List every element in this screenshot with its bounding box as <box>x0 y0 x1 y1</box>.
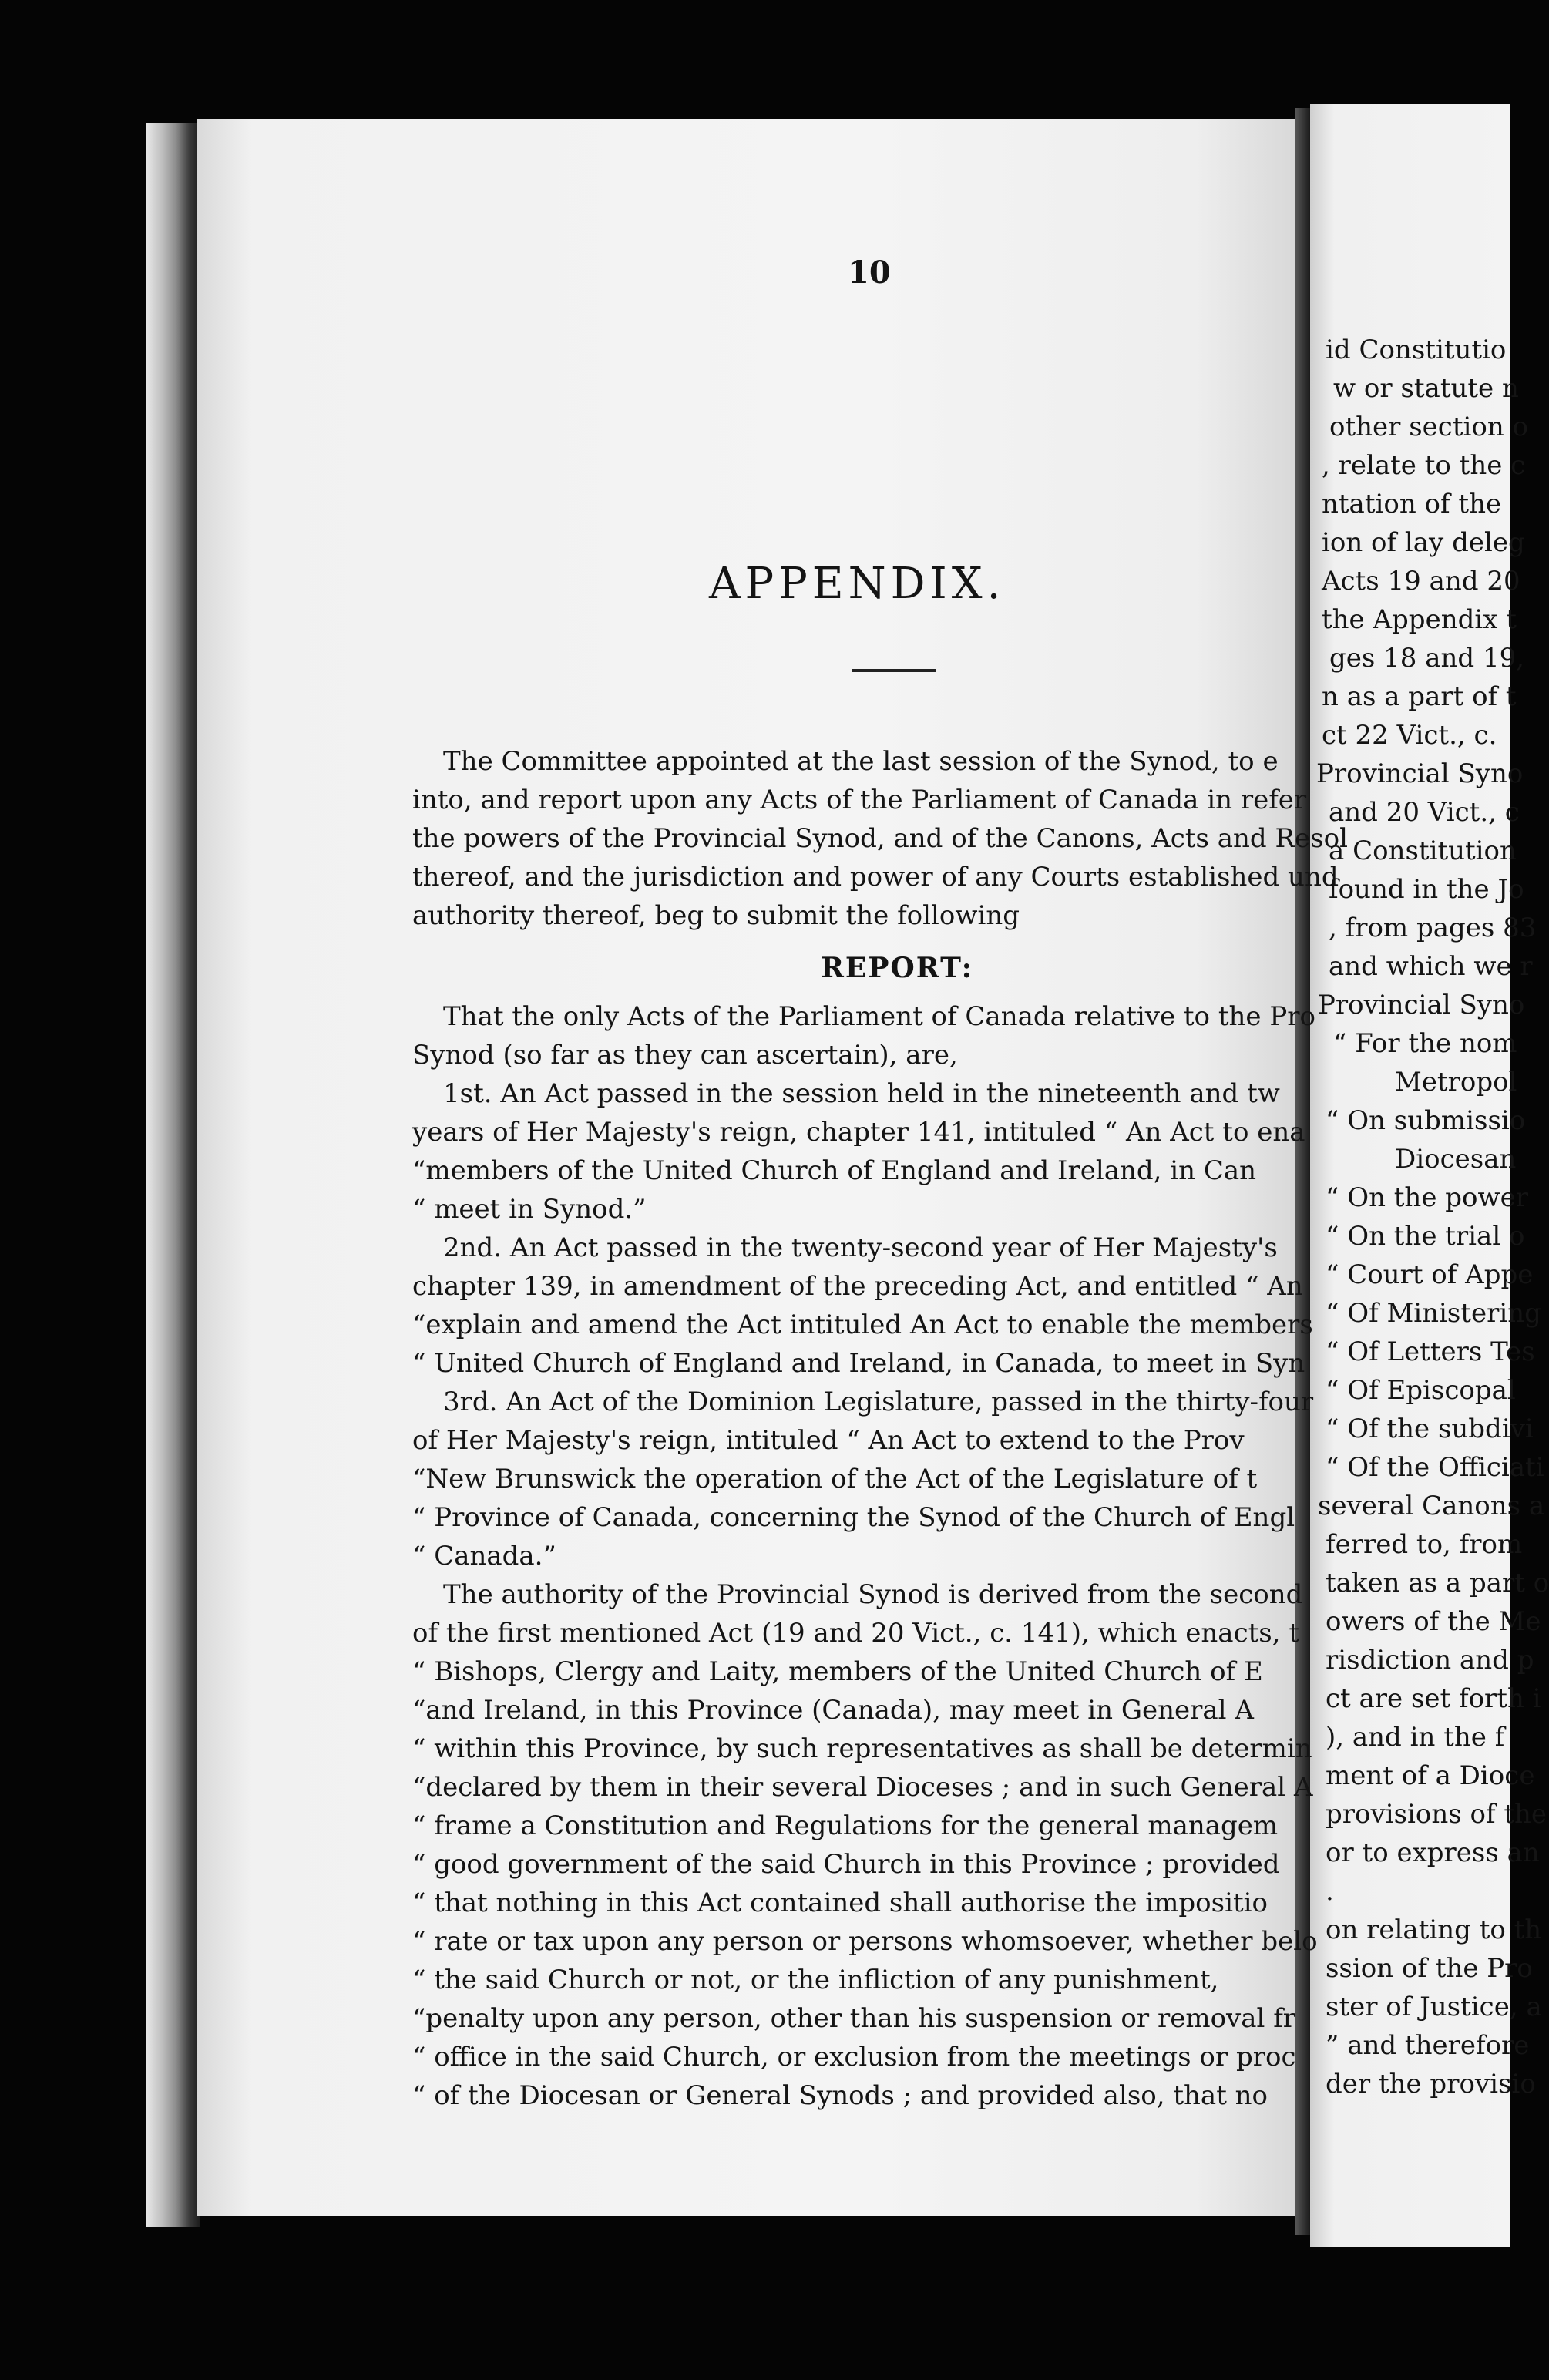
body-line: “ of the Diocesan or General Synods ; and provided also, that no <box>412 2080 1268 2111</box>
book-edge <box>146 123 200 2227</box>
body-line: 1st. An Act passed in the session held in the nineteenth and tw <box>443 1078 1280 1109</box>
right-page-line: found in the Jo <box>1329 874 1524 905</box>
body-line: 2nd. An Act passed in the twenty-second year of Her Majesty's <box>443 1232 1278 1263</box>
right-page-line: on relating to th <box>1326 1914 1542 1945</box>
right-page-line: and which we r <box>1329 951 1533 982</box>
right-page-line: Diocesan <box>1395 1144 1517 1175</box>
intro-line: authority thereof, beg to submit the following <box>412 900 1020 931</box>
right-page-line: and 20 Vict., c <box>1329 797 1520 828</box>
right-page-line: “ Of the subdivi <box>1326 1414 1534 1444</box>
right-page-line: “ On the trial o <box>1326 1221 1525 1252</box>
right-page-line: ferred to, from <box>1326 1529 1523 1560</box>
right-page-line: “ Of the Officiati <box>1326 1452 1544 1483</box>
right-page-line: owers of the Me <box>1326 1606 1541 1637</box>
right-page-line: ges 18 and 19, <box>1329 643 1525 674</box>
body-line: years of Her Majesty's reign, chapter 141, intituled “ An Act to ena <box>412 1117 1305 1148</box>
right-page-line: ntation of the <box>1322 489 1502 519</box>
right-page-line: , from pages 83 <box>1329 913 1537 943</box>
right-page <box>1310 104 1549 2247</box>
page-number: 10 <box>848 254 891 291</box>
right-page-line: “ Of Episcopal <box>1326 1375 1516 1406</box>
intro-line: into, and report upon any Acts of the Parliament of Canada in refer <box>412 785 1307 815</box>
right-page-line: provisions of the <box>1326 1799 1547 1830</box>
body-line: “ Bishops, Clergy and Laity, members of the United Church of E <box>412 1656 1263 1687</box>
right-page-line: the Appendix t <box>1322 604 1517 635</box>
right-page-line: “ For the nom <box>1333 1028 1517 1059</box>
right-page-line: w or statute n <box>1333 373 1519 404</box>
right-page-line: ” and therefore <box>1326 2030 1530 2061</box>
body-line: “and Ireland, in this Province (Canada), may meet in General A <box>412 1695 1254 1726</box>
right-page-line: several Canons a <box>1318 1491 1545 1521</box>
appendix-title: APPENDIX. <box>709 559 1006 609</box>
right-page-line: Provincial Syno <box>1318 990 1525 1020</box>
body-line: “ office in the said Church, or exclusion from the meetings or proc <box>412 2042 1296 2072</box>
right-page-line: . <box>1326 1876 1334 1907</box>
body-line: 3rd. An Act of the Dominion Legislature, passed in the thirty-four <box>443 1387 1314 1417</box>
body-line: “ good government of the said Church in this Province ; provided <box>412 1849 1280 1880</box>
body-line: “explain and amend the Act intituled An Act to enable the members <box>412 1309 1313 1340</box>
body-line: “declared by them in their several Dioceses ; and in such General A <box>412 1772 1313 1803</box>
body-line: chapter 139, in amendment of the preceding Act, and entitled “ An <box>412 1271 1303 1302</box>
right-page-line: “ Of Letters Tes <box>1326 1336 1535 1367</box>
body-line: “ the said Church or not, or the infliction of any punishment, <box>412 1965 1219 1995</box>
right-page-line: id Constitutio <box>1326 334 1507 365</box>
right-page-line: Metropol <box>1395 1067 1517 1098</box>
right-page-line: other section o <box>1329 412 1529 442</box>
right-page-line: a Constitution <box>1329 835 1517 866</box>
right-page-line: Provincial Syno <box>1316 758 1524 789</box>
body-line: “ that nothing in this Act contained shall authorise the impositio <box>412 1888 1268 1918</box>
intro-line: thereof, and the jurisdiction and power of any Courts established und <box>412 862 1339 892</box>
body-line: “New Brunswick the operation of the Act of the Legislature of t <box>412 1464 1258 1494</box>
body-line: “ Province of Canada, concerning the Synod of the Church of Engl <box>412 1502 1295 1533</box>
body-line: “ United Church of England and Ireland, in Canada, to meet in Syn <box>412 1348 1305 1379</box>
right-page-line: ssion of the Pro <box>1326 1953 1533 1984</box>
right-page-line: “ Court of Appe <box>1326 1259 1534 1290</box>
body-line: That the only Acts of the Parliament of Canada relative to the Pro <box>443 1001 1315 1032</box>
right-page-line: der the provisio <box>1326 2069 1536 2099</box>
right-page-line: risdiction and p <box>1326 1645 1534 1676</box>
body-line: “ frame a Constitution and Regulations for the general managem <box>412 1810 1279 1841</box>
intro-line: the powers of the Provincial Synod, and of the Canons, Acts and Resol <box>412 823 1348 854</box>
right-page-line: , relate to the c <box>1322 450 1526 481</box>
right-page-line: ct are set forth i <box>1326 1683 1541 1714</box>
right-page-line: “ Of Ministering <box>1326 1298 1541 1329</box>
right-page-line: taken as a part o <box>1326 1568 1549 1598</box>
intro-line: The Committee appointed at the last session of the Synod, to e <box>443 746 1279 777</box>
right-page-line: ct 22 Vict., c. <box>1322 720 1497 751</box>
body-line: “members of the United Church of England and Ireland, in Can <box>412 1155 1257 1186</box>
body-line: “ meet in Synod.” <box>412 1194 647 1225</box>
right-page-line: ), and in the f <box>1326 1722 1505 1753</box>
right-page-line: n as a part of t <box>1322 681 1517 712</box>
body-line: Synod (so far as they can ascertain), are, <box>412 1040 958 1071</box>
body-line: of Her Majesty's reign, intituled “ An Act to extend to the Prov <box>412 1425 1245 1456</box>
right-page-line: ment of a Dioce <box>1326 1760 1535 1791</box>
title-rule <box>852 669 936 672</box>
right-page-line: ion of lay deleg <box>1322 527 1525 558</box>
body-line: “ rate or tax upon any person or persons whomsoever, whether belo <box>412 1926 1318 1957</box>
body-line: “penalty upon any person, other than his suspension or removal fr <box>412 2003 1296 2034</box>
right-page-line: “ On submissio <box>1326 1105 1526 1136</box>
right-page-line: or to express an <box>1326 1837 1540 1868</box>
report-heading: REPORT: <box>821 952 973 984</box>
body-line: “ Canada.” <box>412 1541 556 1572</box>
body-line: The authority of the Provincial Synod is derived from the second <box>443 1579 1303 1610</box>
body-line: “ within this Province, by such representatives as shall be determin <box>412 1733 1312 1764</box>
right-page-line: ster of Justice, a <box>1326 1992 1542 2022</box>
right-page-line: “ On the power <box>1326 1182 1528 1213</box>
body-line: of the first mentioned Act (19 and 20 Vict., c. 141), which enacts, t <box>412 1618 1300 1649</box>
right-page-line: Acts 19 and 20 <box>1322 566 1520 597</box>
